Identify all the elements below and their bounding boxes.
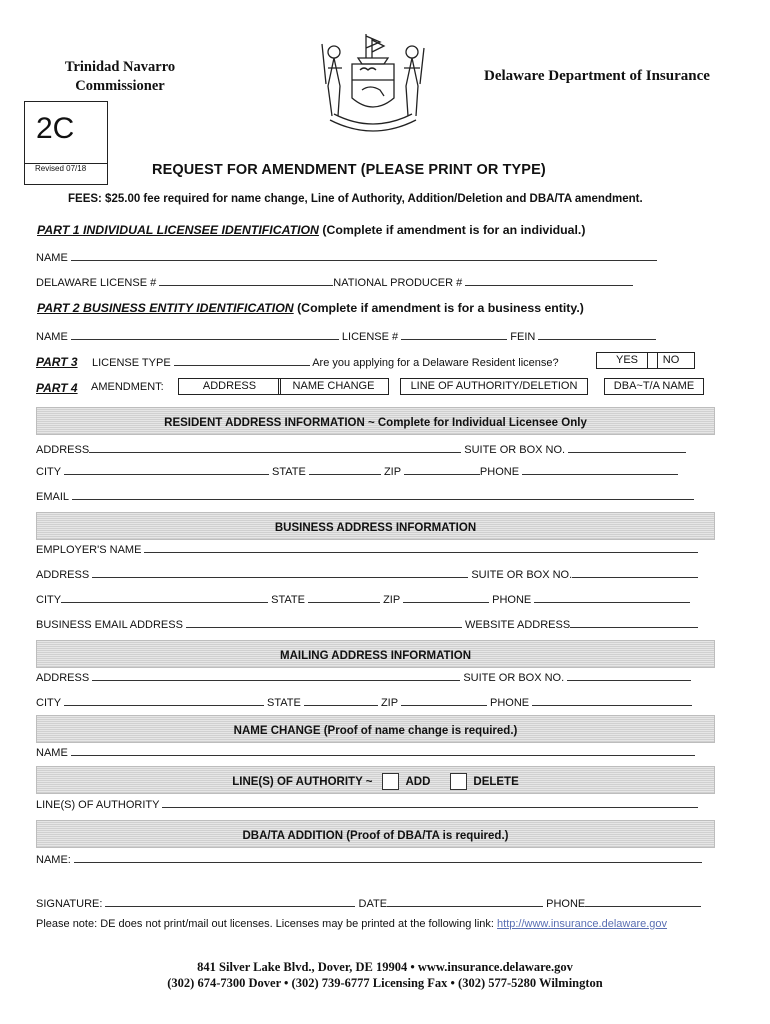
employer-label: EMPLOYER'S NAME xyxy=(36,544,142,556)
mailing-suite-label: SUITE OR BOX NO. xyxy=(463,672,565,684)
name-change-section-header: NAME CHANGE (Proof of name change is required.) xyxy=(36,715,715,743)
revised-date: Revised 07/18 xyxy=(35,164,87,173)
mailing-section-header: MAILING ADDRESS INFORMATION xyxy=(36,640,715,668)
part2-fein-field[interactable] xyxy=(538,329,656,340)
license-type-field[interactable] xyxy=(174,355,310,366)
dba-name-field[interactable] xyxy=(74,852,702,863)
resident-zip-label: ZIP xyxy=(383,466,401,478)
note-text: Please note: DE does not print/mail out licenses. Licenses may be printed at the following link: xyxy=(36,918,498,930)
loa-delete-checkbox[interactable] xyxy=(450,773,467,790)
amend-address-option[interactable]: ADDRESS xyxy=(178,378,281,395)
part2-heading xyxy=(37,301,584,315)
name-change-field[interactable] xyxy=(71,745,695,756)
resident-city-row xyxy=(36,464,678,478)
part1-license-field[interactable] xyxy=(159,275,333,286)
part1-heading xyxy=(37,223,585,237)
commissioner-block xyxy=(60,58,180,96)
name-change-label: NAME xyxy=(36,747,68,759)
resident-address-row xyxy=(36,442,686,456)
mailing-city-field[interactable] xyxy=(64,695,264,706)
part1-note: (Complete if amendment is for an individual.) xyxy=(318,223,586,237)
department-name: Delaware Department of Insurance xyxy=(484,68,710,84)
part1-name-field[interactable] xyxy=(71,250,657,261)
resident-city-field[interactable] xyxy=(64,464,269,475)
loa-section-header xyxy=(36,766,715,794)
resident-phone-field[interactable] xyxy=(522,464,678,475)
business-zip-label: ZIP xyxy=(383,594,400,606)
mailing-city-label: CITY xyxy=(36,697,61,709)
dba-section-header: DBA/TA ADDITION (Proof of DBA/TA is required.) xyxy=(36,820,715,848)
insurance-website-link[interactable]: http://www.insurance.delaware.gov xyxy=(497,918,668,930)
business-state-field[interactable] xyxy=(308,592,380,603)
business-section-header: BUSINESS ADDRESS INFORMATION xyxy=(36,512,715,540)
amendment-label: AMENDMENT: xyxy=(91,381,164,393)
footer-address: 841 Silver Lake Blvd., Dover, DE 19904 • www.insurance.delaware.gov xyxy=(197,960,573,974)
amend-loa-option[interactable]: LINE OF AUTHORITY/DELETION xyxy=(400,378,588,395)
loa-row xyxy=(36,797,698,811)
business-email-row xyxy=(36,617,698,631)
loa-delete-label: DELETE xyxy=(473,776,519,788)
business-suite-label: SUITE OR BOX NO. xyxy=(471,569,573,581)
part1-name-row xyxy=(36,250,657,264)
loa-add-label: ADD xyxy=(405,776,431,788)
yes-option[interactable]: YES xyxy=(596,352,658,369)
commissioner-name: Trinidad Navarro xyxy=(64,59,176,75)
resident-suite-field[interactable] xyxy=(568,442,686,453)
amend-dba-option[interactable]: DBA~T/A NAME xyxy=(604,378,704,395)
form-title: REQUEST FOR AMENDMENT (PLEASE PRINT OR TYPE) xyxy=(152,162,546,178)
signature-field[interactable] xyxy=(105,896,355,907)
employer-field[interactable] xyxy=(144,542,698,553)
resident-city-label: CITY xyxy=(36,466,61,478)
business-phone-label: PHONE xyxy=(492,594,532,606)
mailing-state-field[interactable] xyxy=(304,695,378,706)
part3-title: PART 3 xyxy=(36,355,78,369)
part3-row xyxy=(92,355,559,369)
license-print-note xyxy=(36,918,667,930)
resident-question: Are you applying for a Delaware Resident license? xyxy=(312,357,559,369)
amend-name-change-option[interactable]: NAME CHANGE xyxy=(278,378,389,395)
part2-license-field[interactable] xyxy=(401,329,507,340)
website-label: WEBSITE ADDRESS xyxy=(465,619,571,631)
state-seal-icon xyxy=(308,24,438,136)
business-email-field[interactable] xyxy=(186,617,462,628)
signature-phone-field[interactable] xyxy=(585,896,701,907)
part2-row xyxy=(36,329,656,343)
business-state-label: STATE xyxy=(271,594,305,606)
resident-address-field[interactable] xyxy=(89,442,461,453)
license-type-label: LICENSE TYPE xyxy=(92,357,171,369)
footer-phones: (302) 674-7300 Dover • (302) 739-6777 Licensing Fax • (302) 577-5280 Wilmington xyxy=(167,976,603,990)
business-city-row xyxy=(36,592,690,606)
signature-phone-label: PHONE xyxy=(546,898,586,910)
mailing-phone-label: PHONE xyxy=(489,697,530,709)
resident-email-field[interactable] xyxy=(72,489,694,500)
resident-section-header: RESIDENT ADDRESS INFORMATION ~ Complete for Individual Licensee Only xyxy=(36,407,715,435)
part1-npn-field[interactable] xyxy=(465,275,633,286)
part1-title: PART 1 INDIVIDUAL LICENSEE IDENTIFICATION xyxy=(37,223,319,237)
resident-email-label: EMAIL xyxy=(36,491,69,503)
part2-license-label: LICENSE # xyxy=(341,331,399,343)
signature-row xyxy=(36,896,701,910)
part2-title: PART 2 BUSINESS ENTITY IDENTIFICATION xyxy=(37,301,294,315)
loa-label: LINE(S) OF AUTHORITY xyxy=(36,799,160,811)
resident-phone-label: PHONE xyxy=(479,466,520,478)
fees-notice: FEES: $25.00 fee required for name change, Line of Authority, Addition/Deletion and DBA/TA amendment. xyxy=(68,193,643,205)
mailing-state-label: STATE xyxy=(266,697,301,709)
loa-add-checkbox[interactable] xyxy=(382,773,399,790)
part2-name-label: NAME xyxy=(36,331,68,343)
part1-license-label: DELAWARE LICENSE # xyxy=(36,277,157,289)
business-suite-field[interactable] xyxy=(572,567,698,578)
loa-field[interactable] xyxy=(162,797,698,808)
mailing-city-row xyxy=(36,695,692,709)
resident-state-field[interactable] xyxy=(309,464,381,475)
mailing-address-row xyxy=(36,670,691,684)
commissioner-title: Commissioner xyxy=(75,78,165,94)
resident-suite-label: SUITE OR BOX NO. xyxy=(464,444,566,456)
business-address-label: ADDRESS xyxy=(36,569,90,581)
resident-address-label: ADDRESS xyxy=(36,444,90,456)
business-address-field[interactable] xyxy=(92,567,468,578)
part2-note: (Complete if amendment is for a business entity.) xyxy=(293,301,584,315)
business-phone-field[interactable] xyxy=(534,592,690,603)
signature-label: SIGNATURE: xyxy=(36,898,103,910)
loa-heading: LINE(S) OF AUTHORITY ~ xyxy=(232,776,373,788)
mailing-zip-field[interactable] xyxy=(401,695,487,706)
no-option[interactable]: NO xyxy=(647,352,695,369)
date-label: DATE xyxy=(358,898,388,910)
part2-name-field[interactable] xyxy=(71,329,339,340)
part1-npn-label: NATIONAL PRODUCER # xyxy=(333,277,463,289)
mailing-phone-field[interactable] xyxy=(532,695,692,706)
website-field[interactable] xyxy=(570,617,698,628)
form-code: 2C xyxy=(36,112,75,145)
name-change-row xyxy=(36,745,695,759)
resident-zip-field[interactable] xyxy=(404,464,480,475)
mailing-address-field[interactable] xyxy=(92,670,460,681)
business-city-field[interactable] xyxy=(61,592,268,603)
part1-name-label: NAME xyxy=(36,252,68,264)
part2-fein-label: FEIN xyxy=(510,331,536,343)
employer-row xyxy=(36,542,698,556)
mailing-address-label: ADDRESS xyxy=(36,672,90,684)
mailing-suite-field[interactable] xyxy=(567,670,691,681)
business-email-label: BUSINESS EMAIL ADDRESS xyxy=(36,619,183,631)
business-zip-field[interactable] xyxy=(403,592,489,603)
mailing-zip-label: ZIP xyxy=(380,697,398,709)
business-city-label: CITY xyxy=(36,594,62,606)
date-field[interactable] xyxy=(387,896,543,907)
dba-name-label: NAME: xyxy=(36,854,71,866)
dba-row xyxy=(36,852,702,866)
part1-license-row xyxy=(36,275,633,289)
business-address-row xyxy=(36,567,698,581)
part4-title: PART 4 xyxy=(36,381,78,395)
resident-email-row xyxy=(36,489,694,503)
resident-state-label: STATE xyxy=(271,466,306,478)
